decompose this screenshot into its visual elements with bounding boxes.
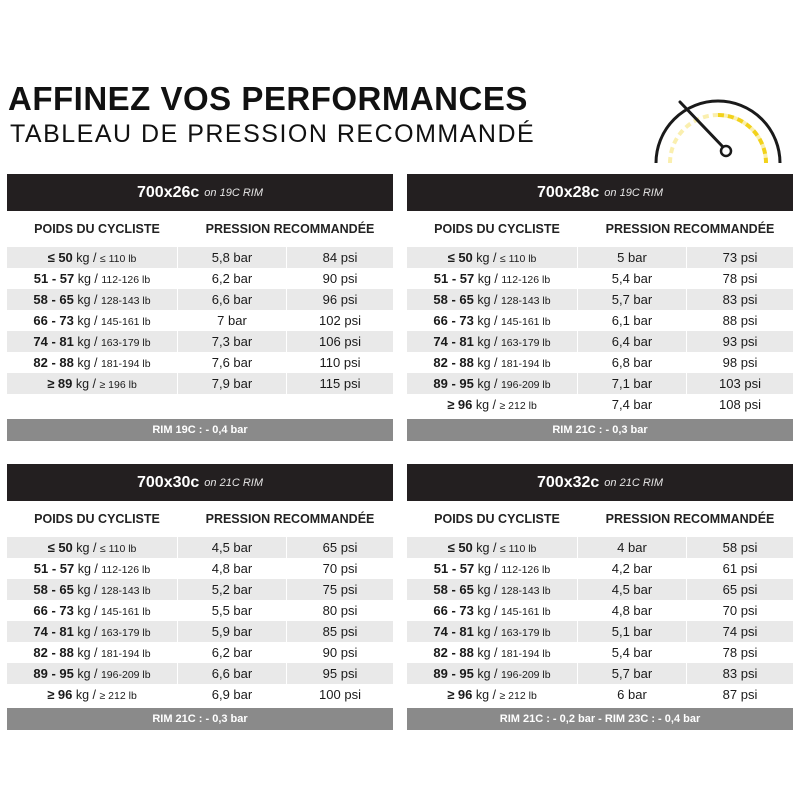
weight-lb: ≤ 110 lb bbox=[99, 543, 137, 555]
table-row bbox=[7, 537, 393, 558]
pressure-bar: 6 bar bbox=[577, 684, 686, 705]
weight-cell bbox=[7, 376, 177, 391]
pressure-psi: 78 psi bbox=[686, 268, 793, 289]
pressure-psi: 87 psi bbox=[686, 684, 793, 705]
weight-lb: 112-126 lb bbox=[101, 564, 151, 576]
pressure-bar: 5,2 bar bbox=[177, 579, 286, 600]
weight-lb: 112-126 lb bbox=[101, 274, 151, 286]
weight-kg: ≤ 50 bbox=[447, 540, 473, 555]
page-title: AFFINEZ VOS PERFORMANCES bbox=[8, 80, 528, 117]
weight-cell bbox=[407, 292, 577, 307]
weight-unit: kg / bbox=[472, 688, 500, 702]
pressure-bar: 4,8 bar bbox=[177, 558, 286, 579]
weight-lb: 181-194 lb bbox=[500, 648, 551, 660]
weight-lb: ≥ 212 lb bbox=[99, 690, 137, 702]
weight-unit: kg / bbox=[472, 541, 500, 555]
weight-lb: 181-194 lb bbox=[500, 358, 551, 370]
weight-lb: 196-209 lb bbox=[100, 669, 151, 681]
tire-size: 700x28c bbox=[537, 183, 600, 201]
pressure-psi: 83 psi bbox=[686, 289, 793, 310]
rim-note: on 19C RIM bbox=[604, 186, 663, 199]
weight-kg: ≥ 96 bbox=[447, 397, 473, 412]
rim-adjustment: RIM 21C : - 0,3 bar bbox=[407, 419, 793, 441]
weight-cell bbox=[7, 313, 177, 328]
table-row bbox=[407, 663, 793, 684]
pressure-bar: 7 bar bbox=[177, 310, 286, 331]
pressure-bar: 7,6 bar bbox=[177, 352, 286, 373]
pressure-psi: 75 psi bbox=[286, 579, 393, 600]
weight-unit: kg / bbox=[473, 583, 501, 597]
weight-lb: 181-194 lb bbox=[100, 358, 151, 370]
weight-cell bbox=[7, 687, 177, 702]
weight-kg: 66 - 73 bbox=[433, 313, 474, 328]
pressure-bar: 5 bar bbox=[577, 247, 686, 268]
weight-cell bbox=[407, 540, 577, 555]
weight-cell bbox=[7, 540, 177, 555]
pressure-bar: 6,2 bar bbox=[177, 268, 286, 289]
pressure-bar: 5,1 bar bbox=[577, 621, 686, 642]
weight-cell bbox=[407, 561, 577, 576]
pressure-psi: 84 psi bbox=[286, 247, 393, 268]
pressure-psi: 74 psi bbox=[686, 621, 793, 642]
weight-kg: 74 - 81 bbox=[33, 334, 74, 349]
weight-kg: ≤ 50 bbox=[47, 540, 73, 555]
pressure-psi: 90 psi bbox=[286, 642, 393, 663]
table-row bbox=[7, 310, 393, 331]
pressure-bar: 5,4 bar bbox=[577, 642, 686, 663]
weight-lb: 196-209 lb bbox=[500, 669, 551, 681]
table-row bbox=[7, 579, 393, 600]
weight-unit: kg / bbox=[72, 377, 100, 391]
pressure-bar: 5,7 bar bbox=[577, 289, 686, 310]
weight-lb: 128-143 lb bbox=[500, 585, 551, 597]
weight-unit: kg / bbox=[73, 356, 101, 370]
weight-kg: ≤ 50 bbox=[47, 250, 73, 265]
weight-lb: ≤ 110 lb bbox=[99, 253, 137, 265]
weight-kg: 51 - 57 bbox=[33, 271, 75, 286]
weight-cell bbox=[407, 666, 577, 681]
pressure-bar: 6,9 bar bbox=[177, 684, 286, 705]
tire-size: 700x32c bbox=[537, 473, 600, 491]
weight-unit: kg / bbox=[473, 646, 501, 660]
table-row bbox=[407, 621, 793, 642]
weight-cell bbox=[407, 603, 577, 618]
pressure-bar: 7,4 bar bbox=[577, 394, 686, 415]
weight-lb: 112-126 lb bbox=[501, 274, 551, 286]
weight-unit: kg / bbox=[72, 251, 100, 265]
table-row bbox=[7, 621, 393, 642]
pressure-bar: 6,1 bar bbox=[577, 310, 686, 331]
weight-lb: ≤ 110 lb bbox=[499, 543, 537, 555]
weight-kg: 82 - 88 bbox=[433, 355, 474, 370]
pressure-psi: 98 psi bbox=[686, 352, 793, 373]
weight-unit: kg / bbox=[474, 562, 502, 576]
weight-cell bbox=[407, 355, 577, 370]
table-row bbox=[7, 663, 393, 684]
weight-kg: 89 - 95 bbox=[433, 376, 474, 391]
col-weight: POIDS DU CYCLISTE bbox=[34, 512, 160, 526]
pressure-psi: 70 psi bbox=[686, 600, 793, 621]
weight-cell bbox=[7, 603, 177, 618]
table-row bbox=[407, 642, 793, 663]
weight-unit: kg / bbox=[74, 562, 102, 576]
pressure-psi: 85 psi bbox=[286, 621, 393, 642]
pressure-bar: 6,6 bar bbox=[177, 289, 286, 310]
pressure-bar: 5,5 bar bbox=[177, 600, 286, 621]
pressure-psi: 110 psi bbox=[286, 352, 393, 373]
table-row bbox=[407, 600, 793, 621]
weight-unit: kg / bbox=[73, 335, 101, 349]
pressure-psi: 65 psi bbox=[686, 579, 793, 600]
weight-unit: kg / bbox=[472, 251, 500, 265]
weight-kg: 51 - 57 bbox=[433, 561, 475, 576]
weight-lb: 163-179 lb bbox=[100, 627, 151, 639]
pressure-psi: 58 psi bbox=[686, 537, 793, 558]
weight-lb: ≥ 196 lb bbox=[99, 379, 137, 391]
weight-kg: 66 - 73 bbox=[33, 603, 74, 618]
col-pressure: PRESSION RECOMMANDÉE bbox=[605, 222, 775, 236]
weight-cell bbox=[7, 624, 177, 639]
table-row bbox=[407, 684, 793, 705]
weight-kg: 89 - 95 bbox=[33, 666, 74, 681]
weight-lb: 181-194 lb bbox=[100, 648, 151, 660]
pressure-psi: 80 psi bbox=[286, 600, 393, 621]
pressure-psi: 96 psi bbox=[286, 289, 393, 310]
pressure-bar: 5,4 bar bbox=[577, 268, 686, 289]
weight-lb: 112-126 lb bbox=[501, 564, 551, 576]
weight-lb: 145-161 lb bbox=[500, 316, 551, 328]
pressure-psi: 70 psi bbox=[286, 558, 393, 579]
pressure-psi: 88 psi bbox=[686, 310, 793, 331]
col-pressure: PRESSION RECOMMANDÉE bbox=[205, 512, 375, 526]
pressure-psi: 100 psi bbox=[286, 684, 393, 705]
pressure-psi: 108 psi bbox=[686, 394, 793, 415]
weight-cell bbox=[407, 313, 577, 328]
weight-lb: 128-143 lb bbox=[100, 295, 151, 307]
pressure-psi: 95 psi bbox=[286, 663, 393, 684]
col-weight: POIDS DU CYCLISTE bbox=[34, 222, 160, 236]
pressure-psi: 73 psi bbox=[686, 247, 793, 268]
pressure-bar: 4,2 bar bbox=[577, 558, 686, 579]
pressure-psi: 90 psi bbox=[286, 268, 393, 289]
weight-lb: 163-179 lb bbox=[500, 627, 551, 639]
weight-kg: ≥ 96 bbox=[447, 687, 473, 702]
tire-size: 700x30c bbox=[137, 473, 200, 491]
rim-note: on 19C RIM bbox=[204, 186, 263, 199]
weight-unit: kg / bbox=[73, 314, 101, 328]
pressure-bar: 6,4 bar bbox=[577, 331, 686, 352]
weight-lb: 163-179 lb bbox=[100, 337, 151, 349]
weight-cell bbox=[7, 561, 177, 576]
weight-unit: kg / bbox=[473, 625, 501, 639]
pressure-bar: 5,8 bar bbox=[177, 247, 286, 268]
table-header bbox=[407, 464, 793, 501]
table-row bbox=[7, 247, 393, 268]
weight-cell bbox=[7, 271, 177, 286]
col-pressure: PRESSION RECOMMANDÉE bbox=[605, 512, 775, 526]
pressure-table-700x26c bbox=[7, 174, 393, 394]
weight-lb: 145-161 lb bbox=[100, 316, 151, 328]
table-row bbox=[407, 558, 793, 579]
weight-cell bbox=[407, 376, 577, 391]
weight-cell bbox=[407, 582, 577, 597]
weight-lb: ≥ 212 lb bbox=[499, 400, 537, 412]
table-row bbox=[7, 600, 393, 621]
pressure-psi: 61 psi bbox=[686, 558, 793, 579]
table-row bbox=[407, 537, 793, 558]
col-pressure: PRESSION RECOMMANDÉE bbox=[205, 222, 375, 236]
weight-unit: kg / bbox=[73, 293, 101, 307]
gauge-icon bbox=[648, 75, 788, 165]
table-header bbox=[407, 174, 793, 211]
weight-unit: kg / bbox=[72, 688, 100, 702]
weight-unit: kg / bbox=[73, 625, 101, 639]
weight-kg: ≥ 96 bbox=[47, 687, 73, 702]
page-subtitle: TABLEAU DE PRESSION RECOMMANDÉ bbox=[10, 120, 536, 148]
table-row bbox=[7, 642, 393, 663]
weight-kg: 58 - 65 bbox=[433, 582, 474, 597]
weight-cell bbox=[407, 687, 577, 702]
rim-note: on 21C RIM bbox=[604, 476, 663, 489]
pressure-psi: 93 psi bbox=[686, 331, 793, 352]
weight-cell bbox=[7, 582, 177, 597]
weight-cell bbox=[407, 271, 577, 286]
weight-cell bbox=[7, 250, 177, 265]
weight-kg: ≤ 50 bbox=[447, 250, 473, 265]
weight-cell bbox=[407, 397, 577, 412]
tire-size: 700x26c bbox=[137, 183, 200, 201]
column-headers bbox=[7, 501, 393, 537]
table-header bbox=[7, 174, 393, 211]
pressure-table-700x30c bbox=[7, 464, 393, 705]
weight-kg: 82 - 88 bbox=[33, 645, 74, 660]
weight-kg: 82 - 88 bbox=[33, 355, 74, 370]
weight-unit: kg / bbox=[473, 604, 501, 618]
table-row bbox=[7, 352, 393, 373]
weight-lb: 145-161 lb bbox=[100, 606, 151, 618]
weight-cell bbox=[407, 624, 577, 639]
column-headers bbox=[407, 501, 793, 537]
weight-unit: kg / bbox=[473, 377, 501, 391]
pressure-psi: 83 psi bbox=[686, 663, 793, 684]
pressure-psi: 102 psi bbox=[286, 310, 393, 331]
table-row bbox=[407, 310, 793, 331]
column-headers bbox=[7, 211, 393, 247]
weight-cell bbox=[407, 250, 577, 265]
weight-kg: 58 - 65 bbox=[33, 582, 74, 597]
table-row bbox=[407, 289, 793, 310]
col-weight: POIDS DU CYCLISTE bbox=[434, 512, 560, 526]
weight-cell bbox=[7, 645, 177, 660]
pressure-bar: 6,6 bar bbox=[177, 663, 286, 684]
col-weight: POIDS DU CYCLISTE bbox=[434, 222, 560, 236]
weight-lb: ≥ 212 lb bbox=[499, 690, 537, 702]
pressure-table-700x28c bbox=[407, 174, 793, 415]
pressure-bar: 7,1 bar bbox=[577, 373, 686, 394]
weight-kg: 74 - 81 bbox=[433, 624, 474, 639]
table-row bbox=[407, 579, 793, 600]
pressure-psi: 103 psi bbox=[686, 373, 793, 394]
pressure-bar: 4,8 bar bbox=[577, 600, 686, 621]
table-row bbox=[7, 373, 393, 394]
rim-note: on 21C RIM bbox=[204, 476, 263, 489]
pressure-bar: 6,8 bar bbox=[577, 352, 686, 373]
pressure-bar: 5,9 bar bbox=[177, 621, 286, 642]
rim-adjustment: RIM 19C : - 0,4 bar bbox=[7, 419, 393, 441]
pressure-psi: 78 psi bbox=[686, 642, 793, 663]
weight-unit: kg / bbox=[472, 398, 500, 412]
weight-kg: 51 - 57 bbox=[33, 561, 75, 576]
table-row bbox=[7, 331, 393, 352]
pressure-table-700x32c bbox=[407, 464, 793, 705]
table-row bbox=[407, 268, 793, 289]
weight-lb: 128-143 lb bbox=[100, 585, 151, 597]
weight-unit: kg / bbox=[73, 646, 101, 660]
weight-unit: kg / bbox=[73, 667, 101, 681]
weight-kg: ≥ 89 bbox=[47, 376, 73, 391]
pressure-bar: 5,7 bar bbox=[577, 663, 686, 684]
weight-cell bbox=[7, 334, 177, 349]
weight-kg: 66 - 73 bbox=[433, 603, 474, 618]
weight-lb: 196-209 lb bbox=[500, 379, 551, 391]
weight-unit: kg / bbox=[473, 356, 501, 370]
weight-unit: kg / bbox=[474, 272, 502, 286]
weight-lb: 128-143 lb bbox=[500, 295, 551, 307]
weight-kg: 89 - 95 bbox=[433, 666, 474, 681]
weight-cell bbox=[7, 666, 177, 681]
pressure-bar: 4,5 bar bbox=[177, 537, 286, 558]
weight-cell bbox=[7, 355, 177, 370]
weight-unit: kg / bbox=[473, 314, 501, 328]
table-row bbox=[7, 558, 393, 579]
weight-kg: 74 - 81 bbox=[33, 624, 74, 639]
weight-unit: kg / bbox=[473, 293, 501, 307]
weight-unit: kg / bbox=[72, 541, 100, 555]
weight-unit: kg / bbox=[74, 272, 102, 286]
pressure-bar: 7,3 bar bbox=[177, 331, 286, 352]
weight-unit: kg / bbox=[73, 604, 101, 618]
weight-lb: ≤ 110 lb bbox=[499, 253, 537, 265]
pressure-psi: 65 psi bbox=[286, 537, 393, 558]
table-header bbox=[7, 464, 393, 501]
weight-lb: 163-179 lb bbox=[500, 337, 551, 349]
weight-cell bbox=[407, 645, 577, 660]
pressure-bar: 7,9 bar bbox=[177, 373, 286, 394]
table-row bbox=[407, 373, 793, 394]
weight-lb: 145-161 lb bbox=[500, 606, 551, 618]
table-row bbox=[7, 268, 393, 289]
pressure-psi: 115 psi bbox=[286, 373, 393, 394]
table-row bbox=[407, 352, 793, 373]
weight-kg: 51 - 57 bbox=[433, 271, 475, 286]
weight-kg: 82 - 88 bbox=[433, 645, 474, 660]
table-row bbox=[407, 247, 793, 268]
weight-cell bbox=[407, 334, 577, 349]
weight-unit: kg / bbox=[473, 335, 501, 349]
rim-adjustment: RIM 21C : - 0,2 bar - RIM 23C : - 0,4 bar bbox=[407, 708, 793, 730]
pressure-psi: 106 psi bbox=[286, 331, 393, 352]
rim-adjustment: RIM 21C : - 0,3 bar bbox=[7, 708, 393, 730]
weight-kg: 58 - 65 bbox=[33, 292, 74, 307]
weight-kg: 74 - 81 bbox=[433, 334, 474, 349]
pressure-bar: 4,5 bar bbox=[577, 579, 686, 600]
weight-kg: 58 - 65 bbox=[433, 292, 474, 307]
column-headers bbox=[407, 211, 793, 247]
table-row bbox=[7, 289, 393, 310]
weight-unit: kg / bbox=[73, 583, 101, 597]
weight-kg: 66 - 73 bbox=[33, 313, 74, 328]
weight-cell bbox=[7, 292, 177, 307]
table-row bbox=[407, 394, 793, 415]
pressure-bar: 4 bar bbox=[577, 537, 686, 558]
weight-unit: kg / bbox=[473, 667, 501, 681]
pressure-bar: 6,2 bar bbox=[177, 642, 286, 663]
table-row bbox=[7, 684, 393, 705]
table-row bbox=[407, 331, 793, 352]
